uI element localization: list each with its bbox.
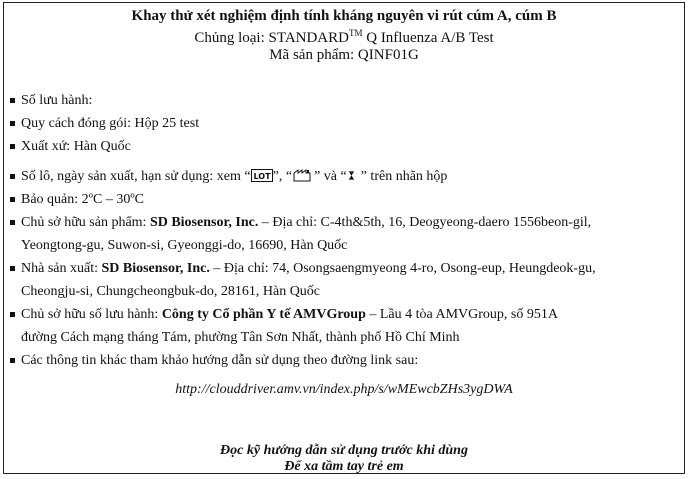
list-item-registration	[10, 89, 682, 112]
holder-name: Công ty Cổ phần Y tế AMVGroup	[161, 307, 366, 322]
list-item-holder	[10, 303, 682, 349]
owner-address: – Địa chỉ: C-4th&5th, 16, Deogyeong-daero 1556beon-gil,	[258, 215, 592, 230]
lot-suffix-text: ” trên nhãn hộp	[360, 169, 448, 184]
registration-text: Số lưu hành:	[21, 93, 93, 108]
list-item-lot	[10, 165, 682, 188]
hourglass-expiry-icon	[347, 169, 361, 182]
list-item-owner	[10, 211, 682, 257]
product-type	[4, 25, 684, 47]
list-item-info	[10, 349, 682, 372]
maker-name: SD Biosensor, Inc.	[101, 261, 210, 276]
lot-sep1-text: ”, “	[272, 169, 293, 184]
list-item-storage	[10, 188, 682, 211]
footer-line-1: Đọc kỹ hướng dẫn sử dụng trước khi dùng	[220, 443, 468, 458]
holder-address-2: đường Cách mạng tháng Tám, phường Tân Sơn Nhất, thành phố Hồ Chí Minh	[21, 330, 460, 345]
lot-prefix-text: Số lô, ngày sản xuất, hạn sử dụng: xem “	[21, 169, 251, 184]
product-type-suffix: Q Influenza A/B Test	[362, 30, 494, 46]
product-title: Khay thử xét nghiệm định tính kháng nguyên vi rút cúm A, cúm B	[131, 8, 557, 24]
info-list	[10, 89, 682, 372]
info-text: Các thông tin khác tham khảo hướng dẫn sử dụng theo đường link sau:	[21, 353, 419, 368]
product-type-prefix: Chủng loại: STANDARD	[194, 30, 349, 46]
label-frame	[3, 2, 685, 474]
lot-sep2-text: ” và “	[314, 169, 347, 184]
maker-address: – Địa chỉ: 74, Osongsaengmyeong 4-ro, Osong-eup, Heungdeok-gu,	[209, 261, 596, 276]
owner-label: Chủ sở hữu sản phẩm:	[21, 215, 150, 230]
header	[4, 7, 684, 64]
trademark-sup: TM	[348, 28, 363, 38]
instructions-link[interactable]: http://clouddriver.amv.vn/index.php/s/wMEwcbZHs3ygDWA	[175, 382, 513, 397]
footer-line-2: Để xa tầm tay trẻ em	[284, 459, 404, 474]
owner-address-2: Yeongtong-gu, Suwon-si, Gyeonggi-do, 16690, Hàn Quốc	[21, 238, 348, 253]
svg-text:LOT: LOT	[253, 172, 271, 181]
storage-text: Bảo quản: 2ºC – 30ºC	[21, 192, 145, 207]
manufacture-date-icon	[292, 169, 314, 182]
footer	[4, 443, 684, 475]
list-item-maker	[10, 257, 682, 303]
maker-address-2: Cheongju-si, Chungcheongbuk-do, 28161, Hàn Quốc	[21, 284, 321, 299]
list-item-packaging	[10, 112, 682, 135]
maker-label: Nhà sản xuất:	[21, 261, 102, 276]
holder-label: Chủ sở hữu số lưu hành:	[21, 307, 162, 322]
product-code: Mã sản phẩm: QINF01G	[269, 47, 419, 63]
list-item-origin	[10, 135, 682, 158]
origin-text: Xuất xứ: Hàn Quốc	[21, 139, 131, 154]
lot-symbol-icon	[251, 169, 273, 182]
packaging-text: Quy cách đóng gói: Hộp 25 test	[21, 116, 200, 131]
holder-address: – Lầu 4 tòa AMVGroup, số 951A	[365, 307, 558, 322]
owner-name: SD Biosensor, Inc.	[149, 215, 259, 230]
